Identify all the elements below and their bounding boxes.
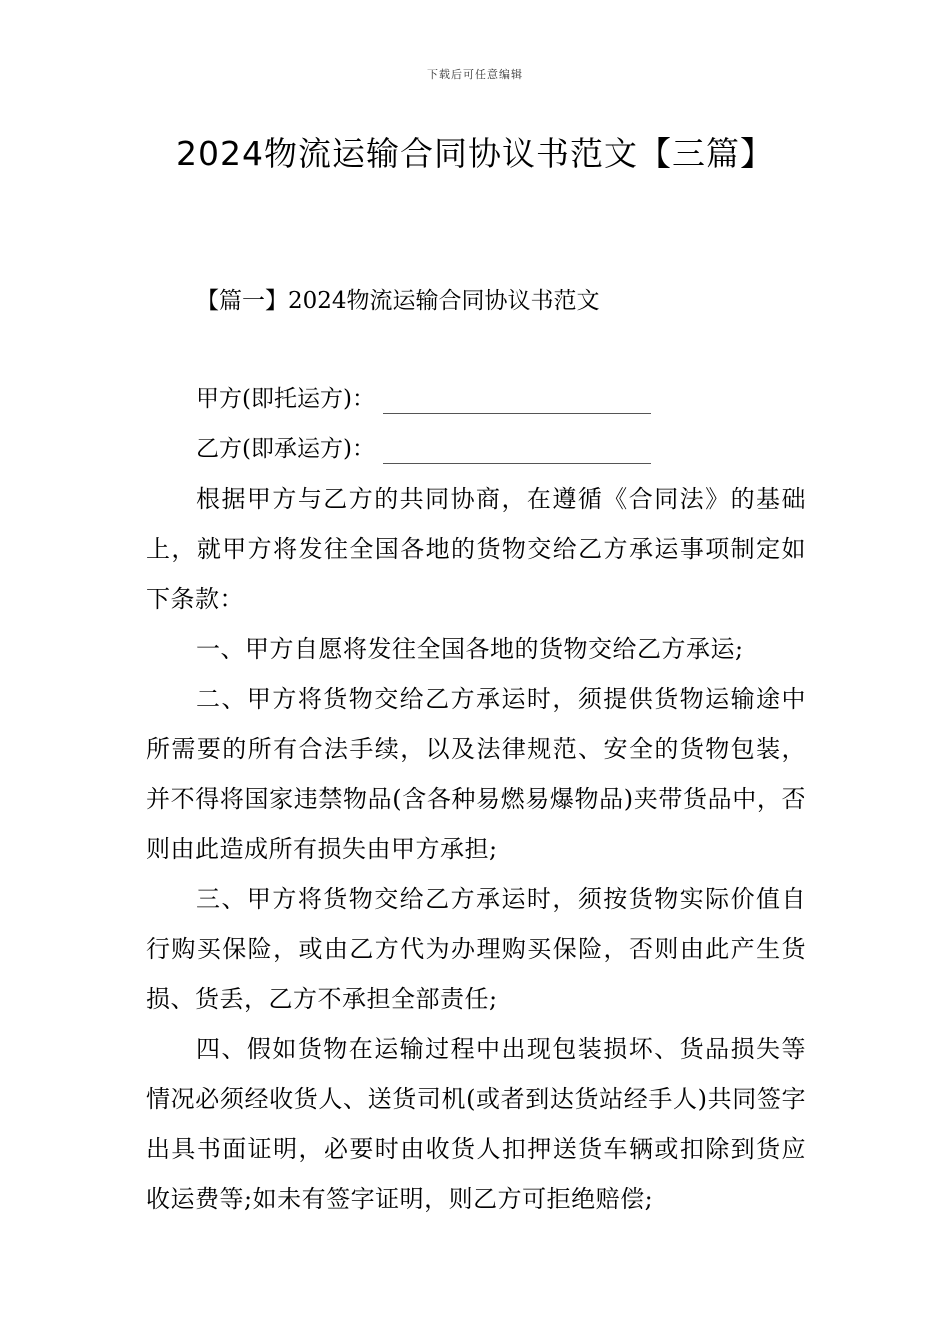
section-heading: 【篇一】2024物流运输合同协议书范文	[196, 288, 600, 314]
party-b-label: 乙方(即承运方)：	[196, 436, 375, 462]
document-title: 2024物流运输合同协议书范文【三篇】	[176, 134, 774, 173]
paragraph-clause-4: 四、假如货物在运输过程中出现包装损坏、货品损失等情况必须经收货人、送货司机(或者到达货站经手人)共同签字出具书面证明，必要时由收货人扣押送货车辆或扣除到货应收运费等;如未有签字证明，则乙方可拒绝赔偿;	[146, 1035, 806, 1213]
paragraph-clause-3: 三、甲方将货物交给乙方承运时，须按货物实际价值自行购买保险，或由乙方代为办理购买保险，否则由此产生货损、货丢，乙方不承担全部责任;	[146, 885, 806, 1013]
party-a-blank	[383, 391, 651, 414]
party-a-label: 甲方(即托运方)：	[196, 386, 375, 412]
party-b-blank	[383, 441, 651, 464]
party-b-line	[196, 434, 651, 464]
party-a-line	[196, 384, 651, 414]
paragraph-intro: 根据甲方与乙方的共同协商，在遵循《合同法》的基础上，就甲方将发往全国各地的货物交给乙方承运事项制定如下条款：	[146, 485, 806, 613]
header-note: 下载后可任意编辑	[427, 68, 523, 81]
contract-body	[146, 474, 806, 1224]
paragraph-clause-1: 一、甲方自愿将发往全国各地的货物交给乙方承运;	[196, 635, 744, 663]
paragraph-clause-2: 二、甲方将货物交给乙方承运时，须提供货物运输途中所需要的所有合法手续，以及法律规范、安全的货物包装，并不得将国家违禁物品(含各种易燃易爆物品)夹带货品中，否则由此造成所有损失由甲方承担;	[146, 685, 806, 863]
